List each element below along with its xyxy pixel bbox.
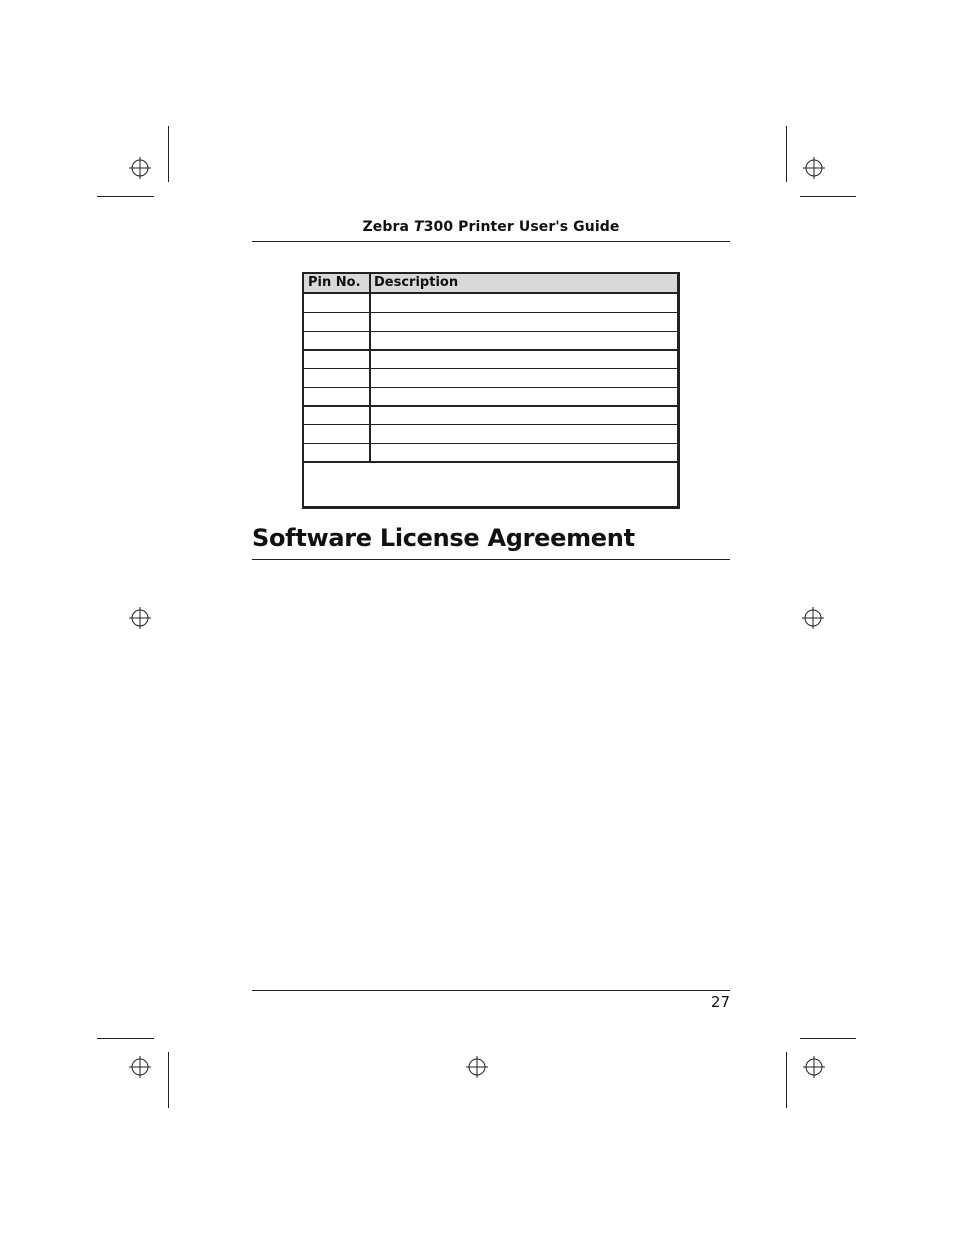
registration-target-icon <box>803 157 825 179</box>
table-row <box>304 444 677 462</box>
pin-table-header-row <box>304 274 677 294</box>
footer-rule <box>252 990 730 991</box>
table-row <box>304 369 677 387</box>
table-row <box>304 388 677 406</box>
crop-mark-top-right-vertical <box>786 126 787 182</box>
pin-table <box>302 272 680 509</box>
crop-mark-top-left-vertical <box>168 126 169 182</box>
header-title-prefix: Zebra <box>362 219 415 235</box>
table-row <box>304 294 677 312</box>
section-rule <box>252 559 730 560</box>
registration-target-icon <box>129 607 151 629</box>
crop-mark-bottom-left-horizontal <box>97 1038 154 1039</box>
section-title: Software License Agreement <box>252 524 635 552</box>
table-row <box>304 313 677 331</box>
crop-mark-bottom-right-vertical <box>786 1052 787 1108</box>
header-title-suffix: 300 Printer User's Guide <box>423 219 620 235</box>
registration-target-icon <box>129 1056 151 1078</box>
registration-target-icon <box>129 157 151 179</box>
table-row <box>304 351 677 369</box>
pin-table-header-pin: Pin No. <box>308 275 361 290</box>
table-row <box>304 425 677 443</box>
crop-mark-top-right-horizontal <box>800 196 856 197</box>
table-row <box>304 332 677 350</box>
running-header-title <box>252 219 730 235</box>
pin-table-header-description: Description <box>374 275 459 290</box>
crop-mark-bottom-left-vertical <box>168 1052 169 1108</box>
registration-target-icon <box>466 1056 488 1078</box>
header-title-model: T <box>414 219 424 235</box>
crop-mark-top-left-horizontal <box>97 196 154 197</box>
table-row <box>304 407 677 425</box>
header-rule <box>252 241 730 242</box>
crop-mark-bottom-right-horizontal <box>800 1038 856 1039</box>
registration-target-icon <box>802 607 824 629</box>
registration-target-icon <box>803 1056 825 1078</box>
pin-table-note <box>304 463 677 506</box>
page-number: 27 <box>710 993 730 1011</box>
